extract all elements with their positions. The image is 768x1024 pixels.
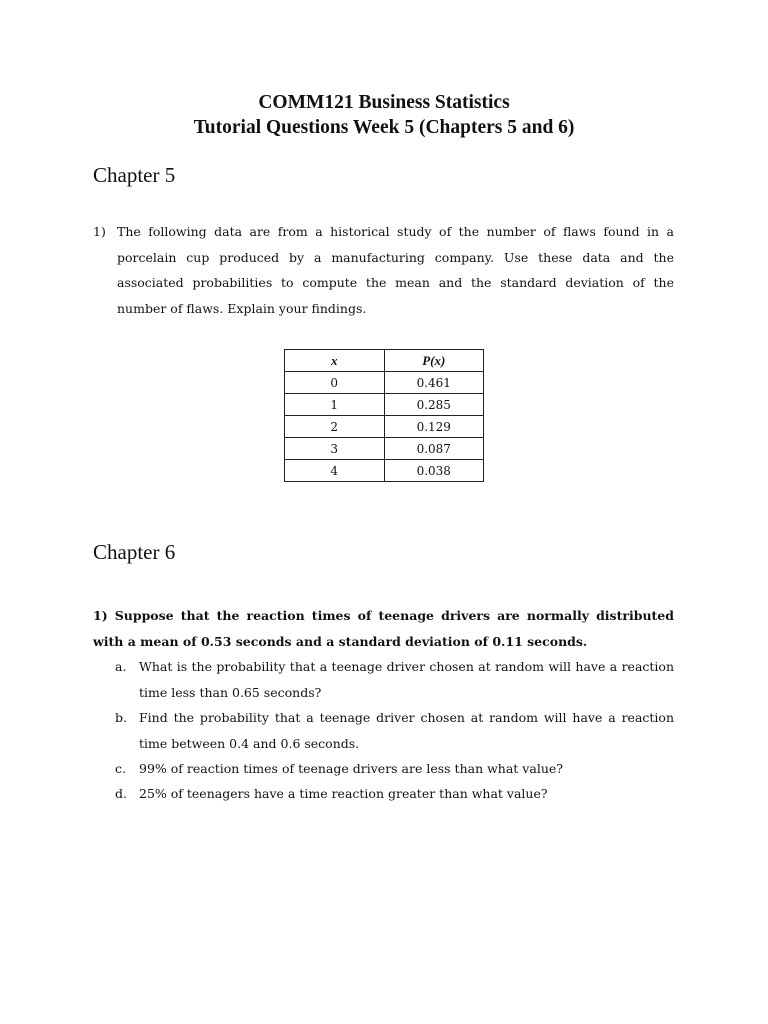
chapter-6-heading: Chapter 6 [93, 540, 176, 564]
probability-table [284, 349, 484, 482]
table-header-row [285, 350, 484, 372]
table-cell-px: 0.087 [384, 438, 484, 460]
table-cell-px: 0.285 [384, 394, 484, 416]
part-d-letter: d. [115, 786, 127, 801]
table-header-px: P(x) [384, 350, 484, 372]
part-b-text: Find the probability that a teenage driver chosen at random will have a reaction time between 0.4 and 0.6 seconds. [139, 710, 674, 751]
table-cell-px: 0.038 [384, 460, 484, 482]
title-line-1: COMM121 Business Statistics [258, 92, 510, 113]
table-row [285, 394, 484, 416]
table-cell-x: 0 [285, 372, 385, 394]
part-c-letter: c. [115, 761, 126, 776]
part-c-text: 99% of reaction times of teenage drivers are less than what value? [139, 761, 563, 776]
table-row [285, 438, 484, 460]
chapter-5-heading: Chapter 5 [93, 163, 176, 187]
chapter-5-question-number: 1) [93, 224, 106, 239]
table-cell-px: 0.129 [384, 416, 484, 438]
chapter-6-question-text: 1) Suppose that the reaction times of teenage drivers are normally distributed with a mean of 0.53 seconds and a standard deviation of 0.11 seconds. [93, 608, 674, 649]
part-b-letter: b. [115, 710, 127, 725]
table-row [285, 460, 484, 482]
part-a-letter: a. [115, 659, 127, 674]
part-d-text: 25% of teenagers have a time reaction greater than what value? [139, 786, 548, 801]
table-cell-px: 0.461 [384, 372, 484, 394]
document-title [0, 90, 768, 140]
table-row [285, 416, 484, 438]
table-cell-x: 2 [285, 416, 385, 438]
table-cell-x: 1 [285, 394, 385, 416]
chapter-5-question-text: The following data are from a historical study of the number of flaws found in a porcelain cup produced by a manufacturing company. Use these data and the associated probabilities to compute the mean and the standard deviation of the number of flaws. Explain your findings. [117, 224, 674, 316]
table-header-x: x [285, 350, 385, 372]
part-a-text: What is the probability that a teenage driver chosen at random will have a reaction time less than 0.65 seconds? [139, 659, 674, 700]
table-row [285, 372, 484, 394]
title-line-2: Tutorial Questions Week 5 (Chapters 5 and 6) [193, 117, 575, 138]
table-cell-x: 3 [285, 438, 385, 460]
table-cell-x: 4 [285, 460, 385, 482]
